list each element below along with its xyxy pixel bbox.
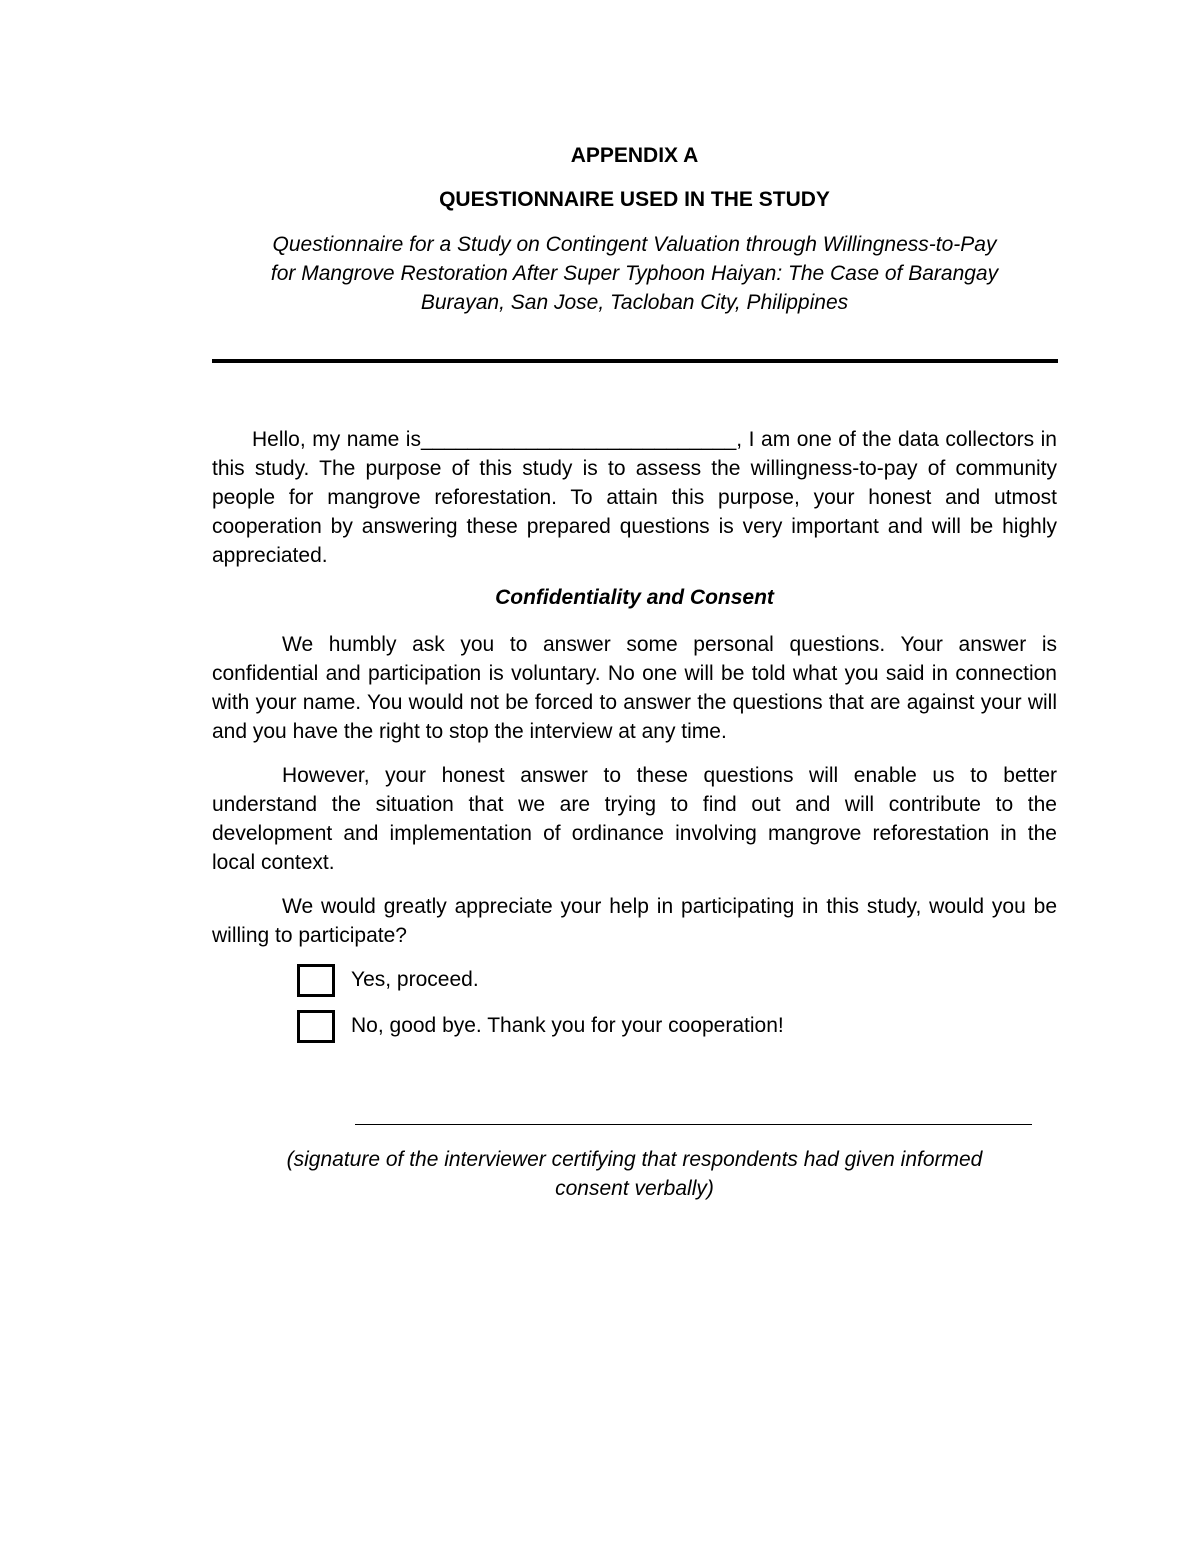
signature-caption-line: (signature of the interviewer certifying that respondents had given informed — [286, 1148, 983, 1171]
no-checkbox[interactable] — [297, 1010, 335, 1043]
option-no-label: No, good bye. Thank you for your cooperation! — [351, 1014, 784, 1037]
document-subtitle — [212, 230, 1057, 317]
option-no[interactable] — [297, 1008, 784, 1044]
questionnaire-heading: QUESTIONNAIRE USED IN THE STUDY — [439, 188, 830, 211]
subtitle-line: for Mangrove Restoration After Super Typhoon Haiyan: The Case of Barangay — [270, 262, 999, 285]
signature-line — [355, 1124, 1032, 1125]
confidentiality-heading: Confidentiality and Consent — [495, 586, 774, 609]
option-yes-label: Yes, proceed. — [351, 968, 479, 991]
subtitle-line: Questionnaire for a Study on Contingent Valuation through Willingness-to-Pay — [272, 233, 997, 256]
intro-paragraph: Hello, my name is___________________________, I am one of the data collectors in this study. The purpose of this study is to assess the willingness-to-pay of community people for mangrove reforestation. To attain this purpose, your honest and utmost cooperation by answering these prepared questions is very important and will be highly appreciated. — [212, 428, 1057, 567]
consent-question: We would greatly appreciate your help in participating in this study, would you be willing to participate? — [212, 895, 1057, 947]
section-divider — [212, 359, 1058, 363]
signature-caption-line: consent verbally) — [555, 1177, 714, 1200]
consent-paragraph: However, your honest answer to these questions will enable us to better understand the situation that we are trying to find out and will contribute to the development and implementation of ordinance involving mangrove reforestation in the local context. — [212, 764, 1057, 874]
signature-caption — [212, 1145, 1057, 1203]
consent-paragraph: We humbly ask you to answer some personal questions. Your answer is confidential and participation is voluntary. No one will be told what you said in connection with your name. You would not be forced to answer the questions that are against your will and you have the right to stop the interview at any time. — [212, 633, 1057, 743]
option-yes[interactable] — [297, 962, 479, 998]
appendix-heading: APPENDIX A — [570, 144, 699, 167]
yes-checkbox[interactable] — [297, 964, 335, 997]
subtitle-line: Burayan, San Jose, Tacloban City, Philippines — [420, 291, 849, 314]
